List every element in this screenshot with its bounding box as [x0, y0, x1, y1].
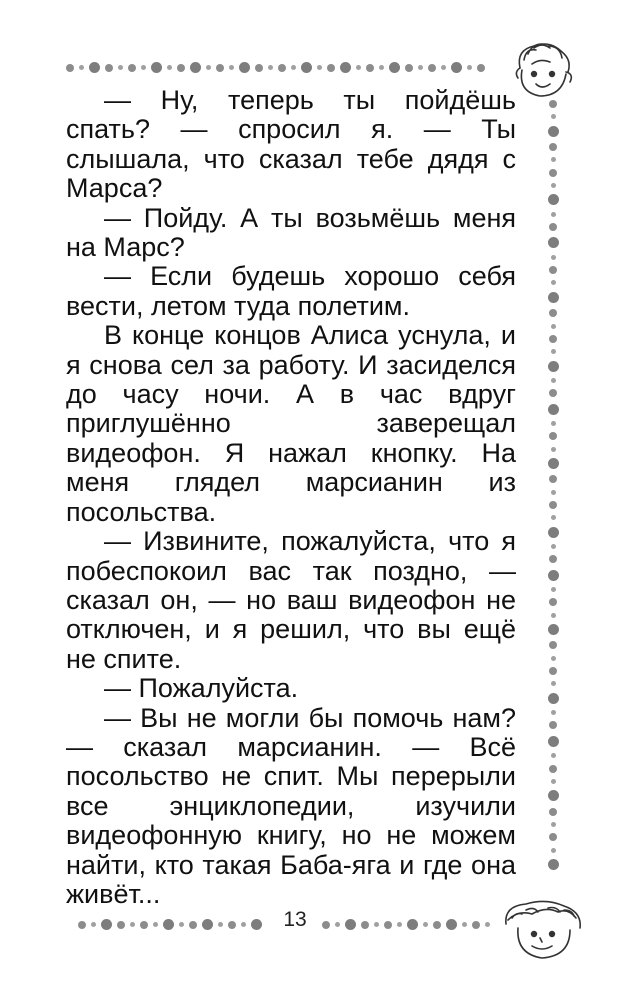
border-dot: [190, 62, 201, 73]
border-dot: [548, 194, 559, 205]
border-dot: [153, 922, 158, 927]
border-dot: [327, 64, 335, 72]
paragraph: — Вы не могли бы помочь нам? — сказал марсианин. — Всё посольство не спит. Мы перерыли все энциклопедии, изучили видеофонную книгу, но не можем найти, кто такая Баба-яга и где она живёт...: [66, 702, 516, 909]
border-dot: [167, 65, 172, 70]
border-dot: [477, 64, 485, 72]
border-dot: [218, 922, 223, 927]
border-dot: [374, 922, 379, 927]
border-dot: [551, 515, 556, 520]
border-dot: [551, 681, 556, 686]
paragraph: — Если будешь хорошо себя вести, летом туда полетим.: [66, 261, 516, 321]
border-dot: [548, 458, 559, 469]
border-dot: [216, 64, 224, 72]
girl-face-icon: [506, 38, 578, 108]
border-dot: [551, 447, 556, 452]
border-dot: [548, 361, 559, 372]
border-dot: [551, 280, 556, 285]
border-dot: [551, 822, 556, 827]
border-dot: [301, 62, 312, 73]
border-dot: [418, 65, 423, 70]
border-dot: [101, 919, 112, 930]
border-dot: [241, 922, 246, 927]
border-dot: [549, 335, 557, 343]
border-dot: [151, 62, 162, 73]
border-dot: [549, 808, 557, 816]
border-dot: [549, 765, 557, 773]
border-dot: [79, 65, 84, 70]
border-dot: [551, 349, 556, 354]
border-dot: [551, 613, 556, 618]
paragraph: — Пожалуйста.: [104, 673, 299, 704]
border-dot: [255, 64, 263, 72]
border-dot: [549, 223, 557, 231]
border-dot: [379, 65, 384, 70]
border-dot: [549, 667, 557, 675]
border-dot: [548, 693, 559, 704]
border-dot: [407, 919, 418, 930]
top-dot-border: [66, 62, 506, 73]
border-dot: [549, 833, 557, 841]
border-dot: [551, 255, 556, 260]
border-dot: [340, 62, 351, 73]
border-dot: [548, 790, 559, 801]
border-dot: [551, 212, 556, 217]
border-dot: [433, 921, 441, 929]
border-dot: [335, 922, 340, 927]
border-dot: [179, 922, 184, 927]
border-dot: [548, 736, 559, 747]
paragraph: В конце концов Алиса уснула, и я снова сел за работу. И засиделся до часу ночи. А в час вдруг приглушённо заверещал видеофон. Я нажал кнопку. На меня глядел марсианин из посольства.: [66, 320, 516, 527]
border-dot: [268, 65, 273, 70]
border-dot: [548, 126, 559, 137]
border-dot: [239, 62, 250, 73]
border-dot: [322, 921, 330, 929]
border-dot: [423, 922, 428, 927]
border-dot: [89, 62, 100, 73]
border-dot: [446, 919, 457, 930]
border-dot: [189, 921, 197, 929]
border-dot: [549, 475, 557, 483]
border-dot: [291, 65, 296, 70]
border-dot: [549, 501, 557, 509]
border-dot: [551, 544, 556, 549]
border-dot: [549, 266, 557, 274]
border-dot: [551, 114, 556, 119]
bottom-left-dot-border: [78, 919, 268, 930]
border-dot: [117, 921, 125, 929]
border-dot: [549, 389, 557, 397]
border-dot: [66, 64, 74, 72]
border-dot: [551, 421, 556, 426]
paragraph: — Ну, теперь ты пойдёшь спать? — спросил я. — Ты слышала, что сказал тебе дядя с Марса?: [66, 85, 516, 204]
border-dot: [163, 919, 174, 930]
border-dot: [251, 919, 262, 930]
border-dot: [389, 62, 400, 73]
border-dot: [356, 65, 361, 70]
bottom-right-dot-border: [322, 919, 502, 930]
border-dot: [428, 64, 436, 72]
body-text: [66, 86, 516, 909]
border-dot: [485, 922, 490, 927]
border-dot: [551, 848, 556, 853]
border-dot: [462, 922, 467, 927]
border-dot: [177, 64, 185, 72]
border-dot: [548, 404, 559, 415]
border-dot: [548, 624, 559, 635]
border-dot: [361, 921, 369, 929]
border-dot: [551, 378, 556, 383]
border-dot: [548, 292, 559, 303]
border-dot: [548, 859, 559, 870]
border-dot: [128, 64, 136, 72]
border-dot: [405, 64, 413, 72]
border-dot: [228, 921, 236, 929]
border-dot: [229, 65, 234, 70]
border-dot: [105, 64, 113, 72]
paragraph: — Извините, пожалуйста, что я побеспокоил вас так поздно, — сказал он, — но ваш видеофон не отключен, и я решил, что вы ещё не спите.: [66, 526, 516, 674]
border-dot: [551, 490, 556, 495]
border-dot: [549, 432, 557, 440]
border-dot: [384, 921, 392, 929]
paragraph: — Пойду. А ты возьмёшь меня на Марс?: [66, 202, 516, 263]
border-dot: [551, 183, 556, 188]
border-dot: [317, 65, 322, 70]
border-dot: [549, 555, 557, 563]
right-dot-border: [546, 100, 560, 870]
border-dot: [549, 309, 557, 317]
border-dot: [551, 710, 556, 715]
border-dot: [551, 157, 556, 162]
border-dot: [548, 570, 559, 581]
border-dot: [141, 65, 146, 70]
border-dot: [472, 921, 480, 929]
border-dot: [549, 169, 557, 177]
border-dot: [551, 779, 556, 784]
border-dot: [397, 922, 402, 927]
border-dot: [451, 62, 462, 73]
border-dot: [345, 919, 356, 930]
border-dot: [551, 324, 556, 329]
border-dot: [548, 237, 559, 248]
border-dot: [467, 65, 472, 70]
border-dot: [91, 922, 96, 927]
border-dot: [202, 919, 213, 930]
border-dot: [549, 641, 557, 649]
border-dot: [551, 656, 556, 661]
border-dot: [118, 65, 123, 70]
border-dot: [78, 921, 86, 929]
border-dot: [551, 753, 556, 758]
page-number: 13: [283, 908, 307, 931]
border-dot: [549, 143, 557, 151]
border-dot: [441, 65, 446, 70]
border-dot: [549, 598, 557, 606]
border-dot: [549, 721, 557, 729]
border-dot: [140, 921, 148, 929]
border-dot: [206, 65, 211, 70]
border-dot: [278, 64, 286, 72]
border-dot: [551, 587, 556, 592]
border-dot: [366, 64, 374, 72]
border-dot: [130, 922, 135, 927]
border-dot: [548, 527, 559, 538]
